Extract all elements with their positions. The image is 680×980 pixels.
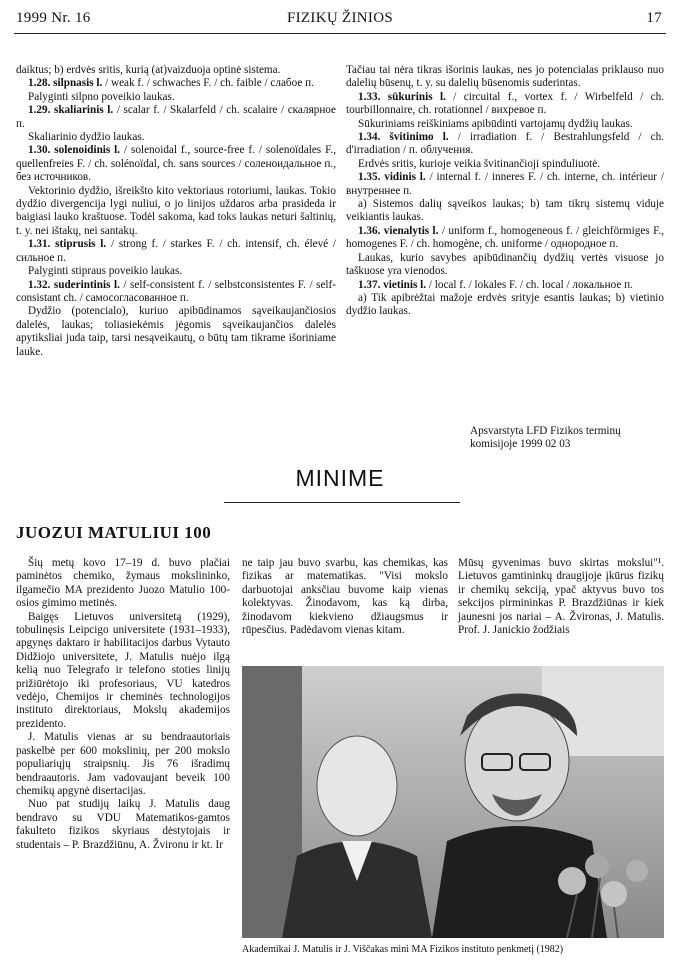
term-translations: / strong f. / starkes F. / ch. intensif, ch. élevé / сильное п. [16, 238, 336, 264]
term-definition: Skaliarinio dydžio laukas. [28, 131, 145, 144]
term-definition: Sūkuriniams reiškiniams apibūdinti vartojamų dydžių laukas. [358, 117, 633, 130]
paragraph: Mūsų gyvenimas buvo skirtas mokslui"¹. Lietuvos gamtininkų draugijoje įkūrus fizikų ir chemikų sekciją, ypač aktyvus buvo tos sekcijos pirmininkas P. Brazdžiūnas ir kiek jaunesni jos nariai – A. Žvironas, J. Matulis. Prof. J. Janickio žodžiais [458, 557, 664, 637]
paragraph: Baigęs Lietuvos universitetą (1929), tobulinęsis Leipcigo universitete (1931–1933), apgynęs daktaro ir habilitacijos darbus Vytauto Didžiojo universitete, J. Matulis nuėjo ilgą kelią nuo Telegrafo ir telefono stoties linijų prižiūrėtojo iki profesoriaus, VU katedros vedėjo, Chemijos ir cheminės technologijos instituto direktoriaus, Mokslų akademijos prezidento. [16, 610, 230, 730]
term-translations: / solenoidal f., source-free f. / solenoïdales F., quellenfreies F. / ch. solénoïdal, ch. sans sources / соленоидальное п., без источников. [16, 144, 336, 184]
glossary-entry [16, 104, 336, 131]
term-translations: / internal f. / inneres F. / ch. interne, ch. intérieur / внутреннее п. [346, 171, 664, 197]
issue-number: 1999 Nr. 16 [16, 10, 91, 26]
term: 1.36. vienalytis l. [358, 224, 439, 237]
term: 1.34. švitinimo l. [358, 131, 449, 144]
journal-title: FIZIKŲ ŽINIOS [287, 10, 393, 26]
article-title: JUOZUI MATULIUI 100 [16, 523, 212, 542]
paragraph: Šių metų kovo 17–19 d. buvo plačiai paminėtos chemiko, žymaus mokslininko, ilgamečio MA prezidento Juozo Matulio 100-osios gimimo metinės. [16, 557, 230, 610]
article-column-2 [242, 557, 448, 637]
term-translations: / scalar f. / Skalarfeld / ch. scalaire / скалярное п. [16, 104, 336, 130]
glossary-entry [346, 279, 664, 292]
glossary-entry [346, 171, 664, 198]
term-definition: a) Tik apibrėžtai mažoje erdvės srityje esantis laukas; b) vietinio dydžio laukas. [346, 291, 664, 318]
glossary-entry [346, 225, 664, 252]
photo-caption: Akademikai J. Matulis ir J. Viščakas mini MA Fizikos instituto penkmetį (1982) [242, 944, 564, 955]
term-definition: Laukas, kurio savybes apibūdinančių dydžių vertės visuose jo taškuose yra vienodos. [346, 251, 664, 278]
term-translations: / self-consistent f. / selbstconsistentes F. / self-consistant ch. / самосогласованное п. [16, 278, 336, 304]
term-definition: Palyginti stipraus poveikio laukas. [28, 265, 183, 278]
glossary-entry [16, 144, 336, 184]
paragraph: Tačiau tai nėra tikras išorinis laukas, nes jo potencialas priklauso nuo dalelių būsenų, t. y. su dalelių būsenomis suderintas. [346, 64, 664, 90]
term: 1.37. vietinis l. [358, 278, 427, 291]
approval-date: komisijoje 1999 02 03 [470, 438, 571, 451]
term: 1.32. suderintinis l. [28, 278, 120, 291]
glossary-entry [346, 91, 664, 118]
term-definition: Erdvės sritis, kurioje veikia švitinančioji spinduliuotė. [358, 157, 601, 170]
article-column-1 [16, 557, 230, 852]
header-rule [14, 33, 666, 34]
glossary-entry [16, 77, 336, 90]
term-translations: / irradiation f. / Bestrahlungsfeld / ch. d'irradiation / п. облучения. [346, 131, 664, 157]
approval-line: Apsvarstyta LFD Fizikos terminų [470, 425, 621, 437]
article-column-3 [458, 557, 664, 637]
term: 1.31. stiprusis l. [28, 238, 107, 251]
term-translations: / weak f. / schwaches F. / ch. faible / слабое п. [102, 77, 314, 90]
glossary-entry [16, 238, 336, 265]
paragraph: daiktus; b) erdvės sritis, kurią (at)vaizduoja optinė sistema. [16, 64, 281, 76]
section-title: MINIME [295, 465, 385, 491]
page-number: 17 [646, 10, 662, 26]
term-translations: / circuital f., vortex f. / Wirbelfeld / ch. tourbillonnaire, ch. rotationnel / вихревое п. [346, 90, 664, 117]
term: 1.33. sūkurinis l. [358, 90, 446, 103]
academicians-photo [242, 666, 664, 938]
section-rule [224, 502, 460, 503]
term-definition: a) Sistemos dalių sąveikos laukas; b) tam tikrų sistemų viduje veikiantis laukas. [346, 198, 664, 224]
paragraph: J. Matulis vienas ar su bendraautoriais paskelbė per 600 mokslinių, per 200 mokslo populiariųjų straipsnių. Jis 76 išradimų bendraautoris. Jam vadovaujant beveik 100 chemikų apgynė disertacijas. [16, 731, 230, 797]
term: 1.30. solenoidinis l. [28, 144, 121, 157]
glossary-entry [16, 279, 336, 306]
term-definition: Dydžio (potencialo), kuriuo apibūdinamos sąveikaujančiosios dalelės, laukas; toliasiekėmis jėgomis sąveikaujančios dalelės apytiksliai juda taip, tarsi nesąveikautų, o būtų tam tikrame išoriniame lauke. [16, 305, 336, 358]
paragraph: Nuo pat studijų laikų J. Matulis daug bendravo su VDU Matematikos-gamtos fakulteto fizikos skyriaus dėstytojais ir studentais – P. Brazdžiūnu, A. Žvironu ir kt. Ir [16, 798, 230, 851]
term-definition: Vektorinio dydžio, išreikšto kito vektoriaus rotoriumi, laukas. Tokio dydžio divergencija lygi nuliui, o jo linijos uždaros arba prasideda ir baigiasi lauko kraštuose. Todėl sakoma, kad toks laukas neturi šaltinių, t. y. nei ištakų, nei santakų. [16, 184, 336, 237]
glossary-entry [346, 131, 664, 158]
term: 1.35. vidinis l. [358, 171, 426, 184]
term-definition: Palyginti silpno poveikio laukas. [28, 90, 175, 103]
term-translations: / uniform f., homogeneous f. / gleichförmiges F., homogenes F. / ch. homogène, ch. uniforme / однородное п. [346, 224, 664, 251]
glossary-left-column [16, 64, 336, 359]
term: 1.28. silpnasis l. [28, 77, 103, 90]
term-translations: / local f. / lokales F. / ch. local / локальное п. [426, 278, 633, 291]
glossary-right-column [346, 64, 664, 319]
paragraph: ne taip jau buvo svarbu, kas chemikas, kas fizikas ar matematikas. "Visi mokslo darbuotojai anksčiau buvome kaip vienas kolektyvas. Žinodavom, kas ką dirba, žinodavom kiekvieno džiaugsmus ir rūpesčius. Padėdavom vienas kitam. [242, 557, 448, 637]
term: 1.29. skaliarinis l. [28, 104, 114, 117]
approval-note [470, 425, 621, 452]
